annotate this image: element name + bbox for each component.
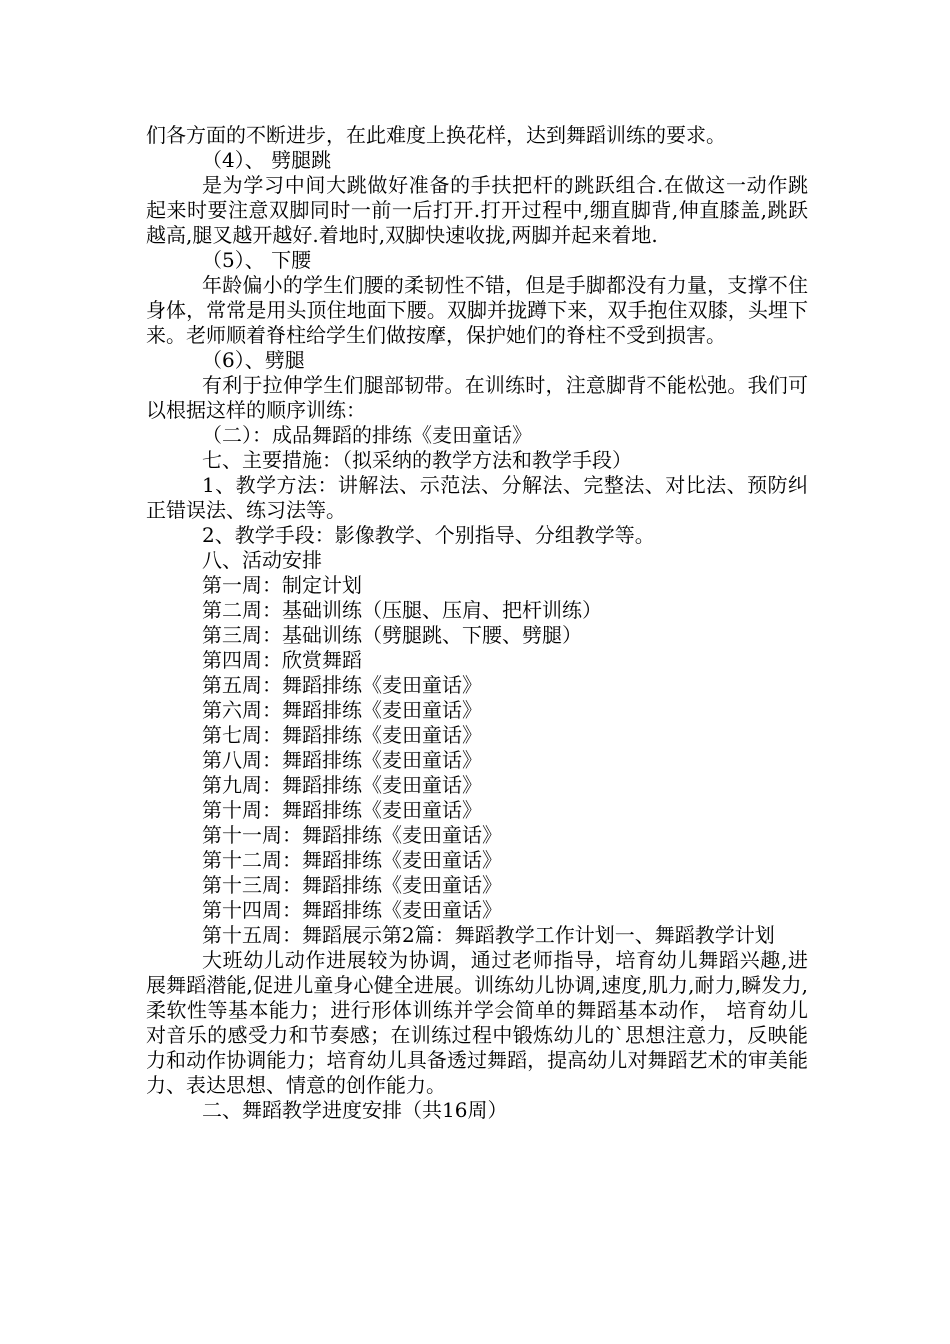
paragraph: 们各方面的不断进步，在此难度上换花样，达到舞蹈训练的要求。 [146,123,726,147]
paragraph: 第九周：舞蹈排练《麦田童话》 [202,773,482,797]
paragraph: （二）：成品舞蹈的排练《麦田童话》 [202,423,532,447]
paragraph: 第四周：欣赏舞蹈 [202,648,362,672]
document-page [146,123,808,1123]
paragraph: 第十四周：舞蹈排练《麦田童话》 [202,898,502,922]
paragraph: 第十周：舞蹈排练《麦田童话》 [202,798,482,822]
paragraph: （4）、 劈腿跳 [202,148,332,172]
paragraph: 1、教学方法：讲解法、示范法、分解法、完整法、对比法、预防纠正错误法、练习法等。 [146,473,808,522]
paragraph: 2、教学手段：影像教学、个别指导、分组教学等。 [202,523,655,547]
paragraph: 第七周：舞蹈排练《麦田童话》 [202,723,482,747]
paragraph: 二、舞蹈教学进度安排（共16周） [202,1098,508,1122]
paragraph: 第十一周：舞蹈排练《麦田童话》 [202,823,502,847]
paragraph: 第八周：舞蹈排练《麦田童话》 [202,748,482,772]
paragraph: 八、活动安排 [202,548,322,572]
paragraph: 第一周：制定计划 [202,573,362,597]
paragraph: 有利于拉伸学生们腿部韧带。在训练时，注意脚背不能松弛。我们可以根据这样的顺序训练： [146,373,808,422]
paragraph: 第三周：基础训练（劈腿跳、下腰、劈腿） [202,623,582,647]
paragraph: 是为学习中间大跳做好准备的手扶把杆的跳跃组合.在做这一动作跳起来时要注意双脚同时一前一后打开.打开过程中,绷直脚背,伸直膝盖,跳跃越高,腿叉越开越好.着地时,双脚快速收拢,两脚并起来着地. [146,173,808,247]
paragraph: 大班幼儿动作进展较为协调，通过老师指导，培育幼儿舞蹈兴趣,进展舞蹈潜能,促进儿童身心健全进展。训练幼儿协调,速度,肌力,耐力,瞬发力,柔软性等基本能力；进行形体训练并学会简单的舞蹈基本动作， 培育幼儿对音乐的感受力和节奏感；在训练过程中锻炼幼儿的`思想注意力，反映能力和动作协调能力；培育幼儿具备透过舞蹈，提高幼儿对舞蹈艺术的审美能力、表达思想、情意的创作能力。 [146,948,808,1097]
paragraph: 第二周：基础训练（压腿、压肩、把杆训练） [202,598,602,622]
paragraph: 第十三周：舞蹈排练《麦田童话》 [202,873,502,897]
paragraph: 年龄偏小的学生们腰的柔韧性不错，但是手脚都没有力量，支撑不住身体，常常是用头顶住地面下腰。双脚并拢蹲下来，双手抱住双膝，头埋下来。老师顺着脊柱给学生们做按摩，保护她们的脊柱不受到损害。 [146,273,808,347]
paragraph: （5）、 下腰 [202,248,312,272]
paragraph: 七、主要措施：（拟采纳的教学方法和教学手段） [202,448,632,472]
paragraph: 第五周：舞蹈排练《麦田童话》 [202,673,482,697]
paragraph: 第六周：舞蹈排练《麦田童话》 [202,698,482,722]
paragraph: 第十二周：舞蹈排练《麦田童话》 [202,848,502,872]
paragraph: （6）、劈腿 [202,348,305,372]
paragraph: 第十五周：舞蹈展示第2篇：舞蹈教学工作计划一、舞蹈教学计划 [202,923,775,947]
